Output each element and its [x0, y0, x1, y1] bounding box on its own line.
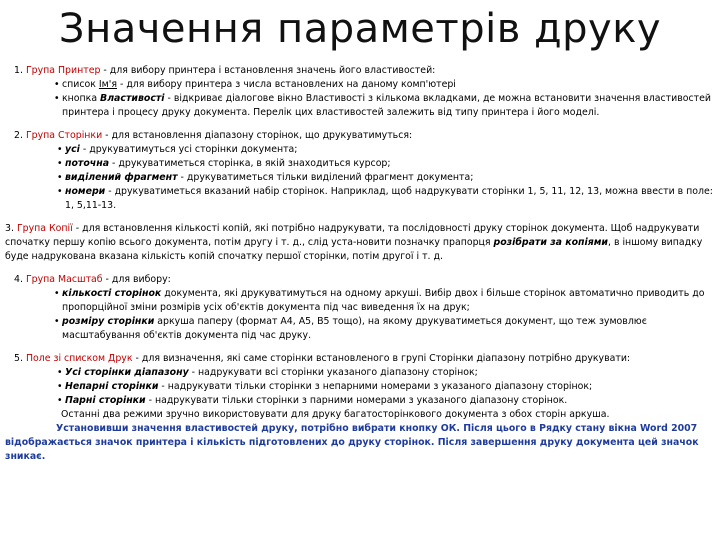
slide-body	[5, 64, 713, 473]
list-item	[52, 78, 713, 92]
item-term: поточна	[65, 158, 110, 169]
item-term: виділений фрагмент	[65, 172, 178, 183]
section-number: 5.	[14, 353, 23, 364]
item-text: - надрукувати всі сторінки указаного діапазону сторінок;	[188, 367, 478, 378]
item-text: документа, які друкуватимуться на одному аркуші. Вибір двох і більше сторінок автоматично приводить до пропорційної зміни розмірів усіх об'єктів документа під час виведення їх на друк;	[62, 288, 705, 313]
list-item	[52, 287, 713, 315]
item-text: - надрукувати тільки сторінки з парними номерами з указаного діапазону сторінок.	[145, 395, 568, 406]
section-heading	[14, 129, 713, 143]
item-text: - друкуватиметься тільки виділений фрагмент документа;	[177, 172, 474, 183]
group-name: Група Масштаб	[25, 274, 103, 285]
group-name: Група Принтер	[25, 65, 101, 76]
item-term: розміру сторінки	[62, 316, 155, 327]
list-item	[52, 315, 713, 343]
section-heading	[14, 64, 713, 78]
item-term: усі	[65, 144, 80, 155]
section-paragraph	[5, 222, 713, 264]
list-item	[55, 380, 713, 394]
section-text: , в іншому випадку буде надрукована вказана кількість копій спочатку першої сторінки, потім другої і т. д.	[5, 237, 703, 262]
item-term: Парні сторінки	[65, 395, 146, 406]
list-item	[55, 143, 713, 157]
item-term: Непарні сторінки	[65, 381, 159, 392]
section-heading	[14, 273, 713, 287]
section-pages	[5, 129, 713, 213]
item-text: аркуша паперу (формат А4, А5, В5 тощо), на якому друкуватиметься документ, що теж зумовлює масштабування об'єктів документа під час друку.	[62, 316, 647, 341]
group-name: Група Сторінки	[25, 130, 103, 141]
section-number: 2.	[14, 130, 23, 141]
item-text: список	[62, 79, 99, 90]
section-heading	[14, 352, 713, 366]
item-text: - надрукувати тільки сторінки з непарними номерами з указаного діапазону сторінок;	[158, 381, 593, 392]
section-number: 3.	[5, 223, 14, 234]
item-term: Усі сторінки діапазону	[65, 367, 189, 378]
section-text: - для встановлення діапазону сторінок, що друкуватимуться:	[102, 130, 413, 141]
item-text: - друкуватиметься вказаний набір сторінок. Наприклад, щоб надрукувати сторінки 1, 5, 11, 12, 13, можна ввести в поле: 1, 5,11-13.	[65, 186, 713, 211]
list-item	[55, 366, 713, 380]
item-text: - друкуватимуться усі сторінки документа;	[79, 144, 298, 155]
item-text: - друкуватиметься сторінка, в якій знаходиться курсор;	[109, 158, 391, 169]
group-name: Поле зі списком Друк	[25, 353, 133, 364]
section-text: - для вибору принтера і встановлення значень його властивостей:	[100, 65, 436, 76]
list-item	[55, 394, 713, 408]
item-term: Ім'я	[98, 79, 117, 90]
list-item	[55, 185, 713, 213]
item-text: - відкриває діалогове вікно Властивості з кількома вкладками, де можна встановити значення властивостей принтера і процесу друку документа. Перелік цих властивостей залежить від типу принтера і його моделі.	[62, 93, 711, 118]
list-item	[52, 92, 713, 120]
section-print-field	[5, 352, 713, 464]
item-term: номери	[65, 186, 106, 197]
section-number: 4.	[14, 274, 23, 285]
item-term: Властивості	[100, 93, 165, 104]
page-title: Значення параметрів друку	[58, 6, 662, 52]
section-copies	[5, 222, 713, 264]
section-text: - для встановлення кількості копій, які потрібно надрукувати, та послідовності друку сторінок документа. Щоб надрукувати спочатку першу копію всього документа, потім другу і т. д., слід уста-новити позначку прапорця	[5, 223, 700, 248]
section-printer	[5, 64, 713, 120]
item-text: - для вибору принтера з числа встановлених на даному комп'ютері	[116, 79, 456, 90]
item-term: кількості сторінок	[62, 288, 162, 299]
section-number: 1.	[14, 65, 23, 76]
list-item	[55, 157, 713, 171]
section-scale	[5, 273, 713, 343]
item-text: кнопка	[62, 93, 101, 104]
section-text: - для визначення, які саме сторінки встановленого в групі Сторінки діапазону потрібно друкувати:	[132, 353, 631, 364]
section-text: - для вибору:	[102, 274, 171, 285]
group-name: Група Копії	[16, 223, 73, 234]
list-item	[55, 171, 713, 185]
item-term: розібрати за копіями	[493, 237, 608, 248]
final-note: Установивши значення властивостей друку, потрібно вибрати кнопку ОК. Після цього в Рядку стану вікна Word 2007 відображається значок принтера і кількість підготовлених до друку сторінок. Після завершення друку документа цей значок зникає.	[5, 423, 699, 462]
note-text: Останні два режими зручно використовувати для друку багатосторінкового документа з обох сторін аркуша.	[61, 409, 610, 420]
